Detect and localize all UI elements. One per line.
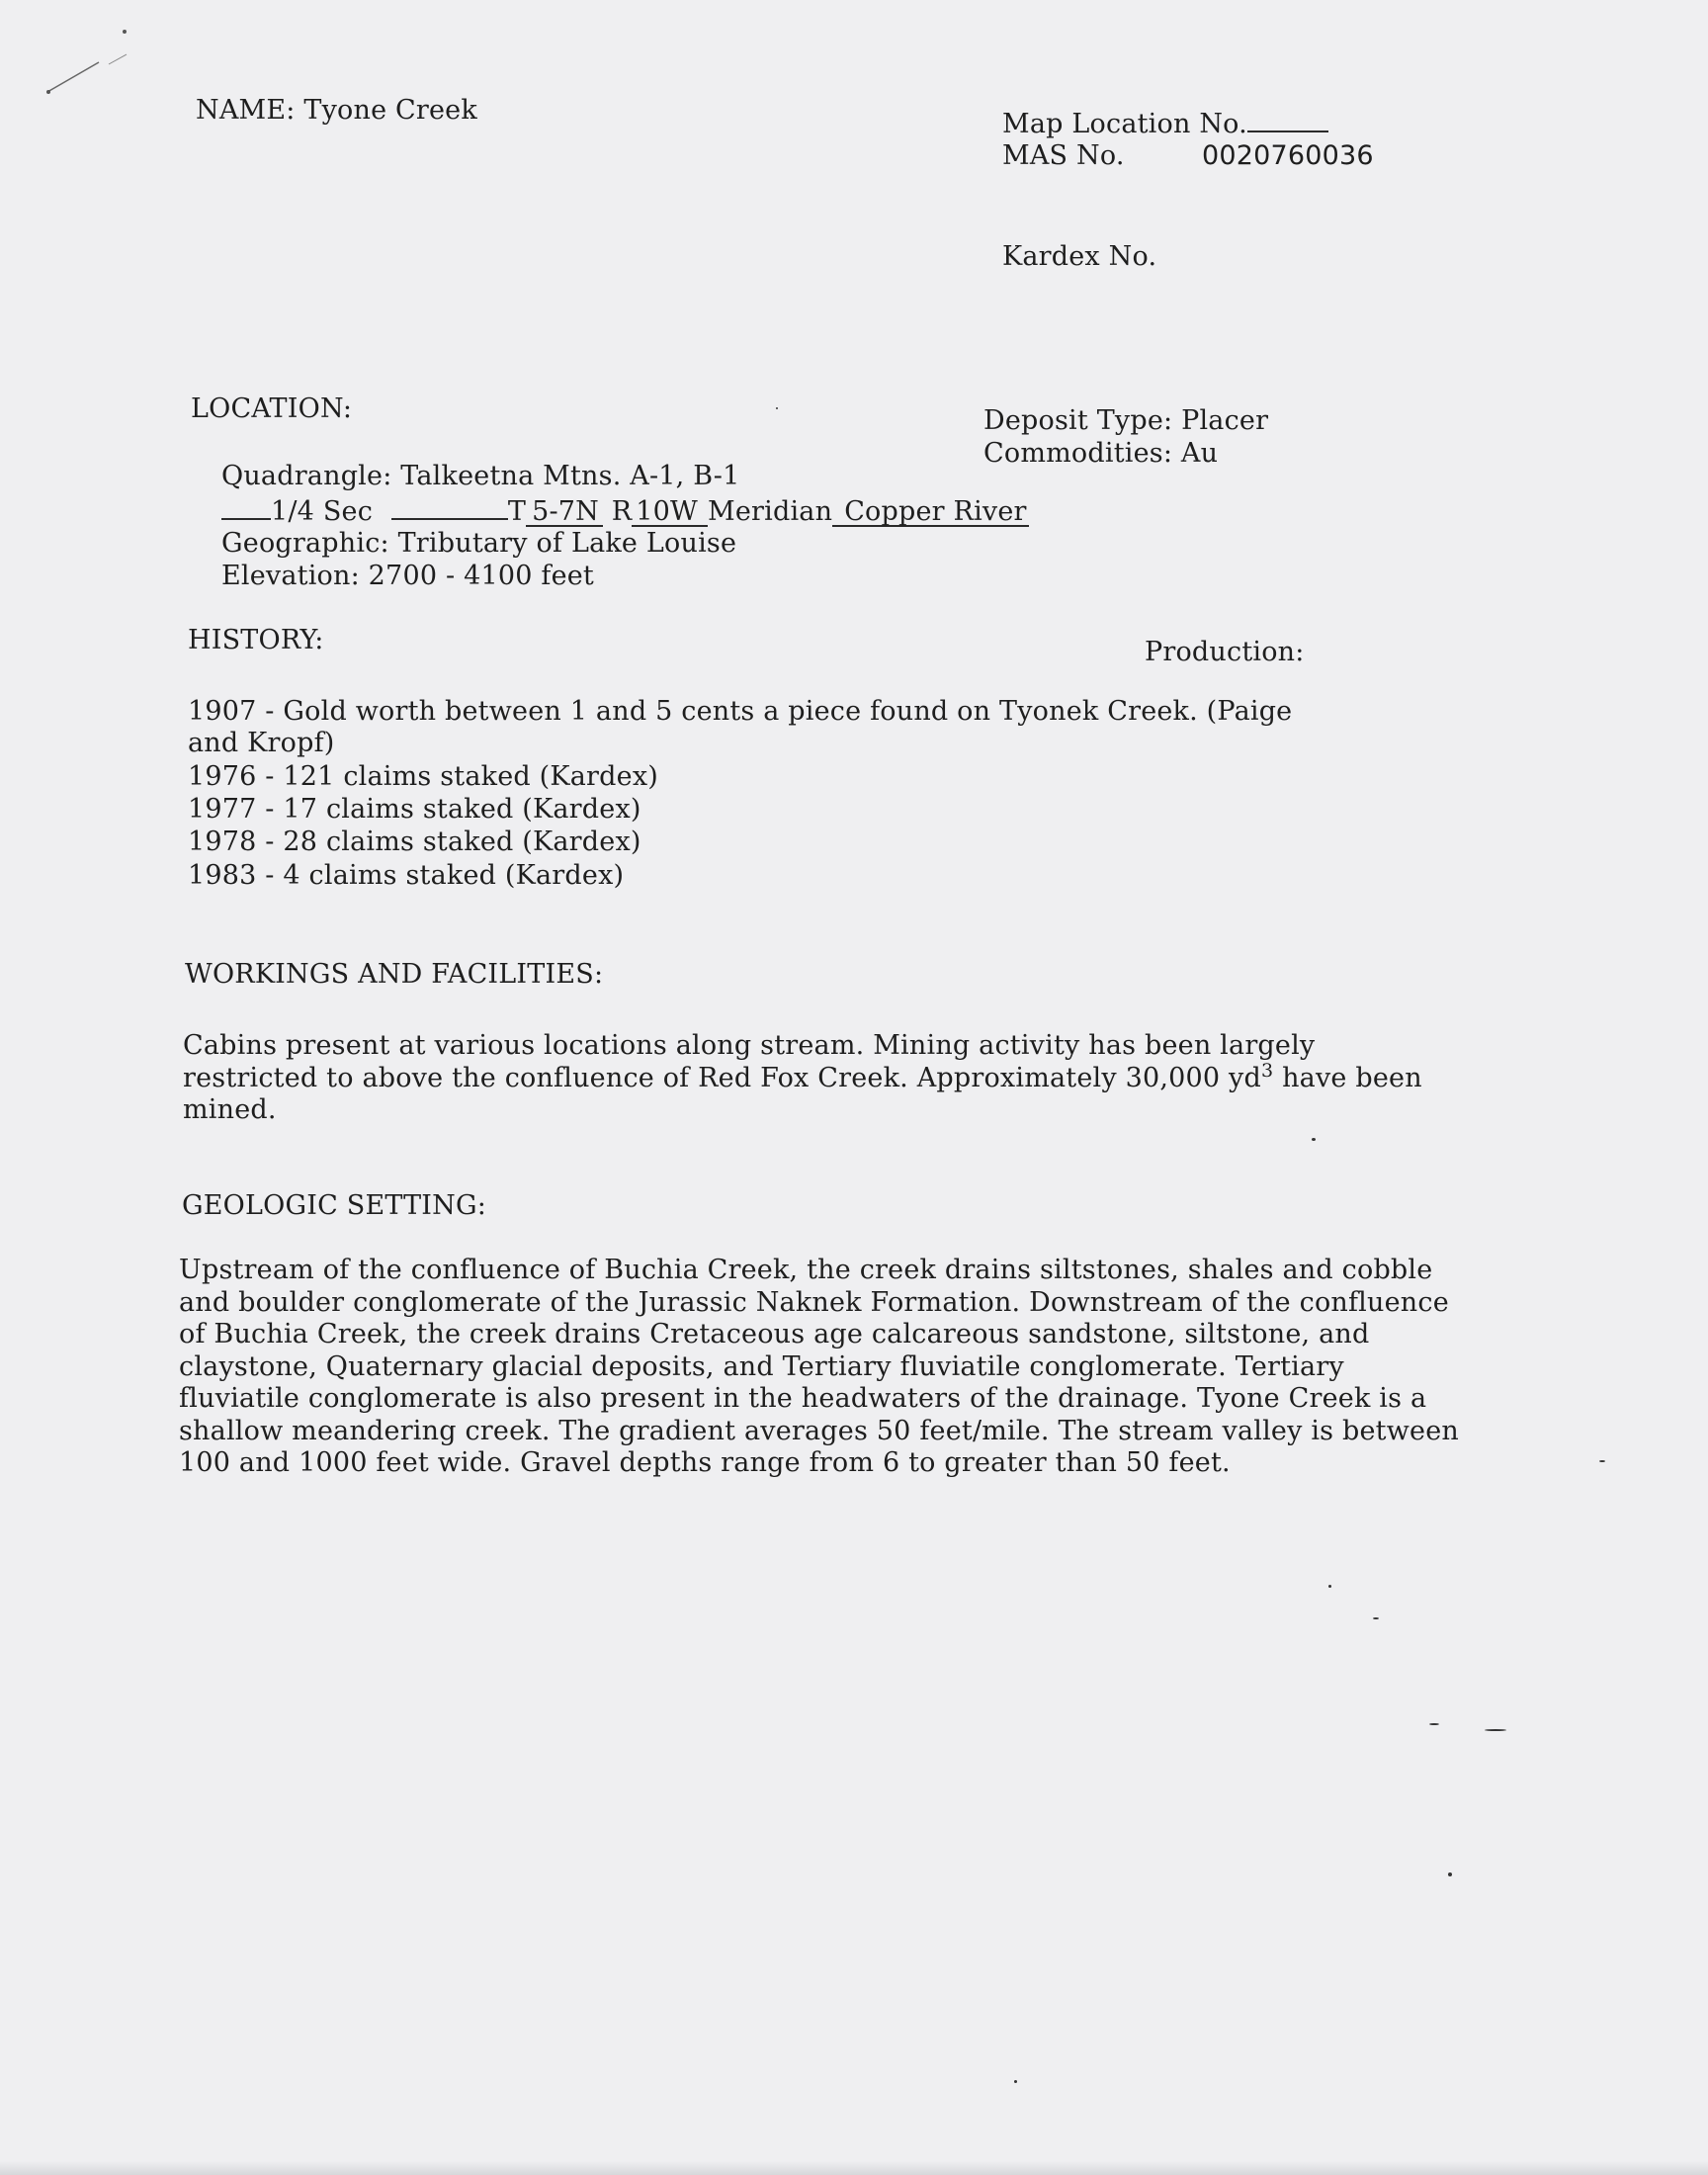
history-heading: HISTORY: bbox=[188, 625, 324, 655]
township-value: 5-7N bbox=[526, 499, 603, 527]
history-entry: 1976 - 121 claims staked (Kardex) bbox=[188, 761, 658, 792]
scan-speck bbox=[1599, 1460, 1605, 1462]
deposit-type: Deposit Type: Placer bbox=[983, 405, 1269, 436]
geographic-line: Geographic: Tributary of Lake Louise bbox=[221, 528, 737, 559]
quadrangle-line: Quadrangle: Talkeetna Mtns. A-1, B-1 bbox=[221, 461, 740, 491]
geologic-paragraph: Upstream of the confluence of Buchia Creek, the creek drains siltstones, shales and cobble and boulder conglomerate of the Jurassic Naknek Formation. Downstream of the confluence of Buchia Creek, the creek drains Cretaceous age calcareous sandstone, siltstone, and claystone, Quaternary glacial deposits, and Tertiary fluviatile conglomerate. Tertiary fluviatile conglomerate is also present in the headwaters of the drainage. Tyone Creek is a shallow meandering creek. The gradient averages 50 feet/mile. The stream valley is between 100 and 1000 feet wide. Gravel depths range from 6 to greater than 50 feet. bbox=[179, 1255, 1459, 1478]
scan-speck bbox=[1373, 1617, 1379, 1619]
history-entry: 1977 - 17 claims staked (Kardex) bbox=[188, 794, 641, 825]
cubic-superscript: 3 bbox=[1260, 1059, 1274, 1082]
geologic-heading: GEOLOGIC SETTING: bbox=[182, 1190, 487, 1221]
history-entry: 1983 - 4 claims staked (Kardex) bbox=[188, 860, 625, 891]
history-entry: 1978 - 28 claims staked (Kardex) bbox=[188, 826, 641, 857]
workings-text-end: have been mined. bbox=[183, 1062, 1422, 1125]
kardex-line: Kardex No. bbox=[1002, 241, 1157, 272]
production-label: Production: bbox=[1145, 637, 1305, 667]
scan-speck bbox=[1429, 1723, 1439, 1725]
elevation-line: Elevation: 2700 - 4100 feet bbox=[221, 561, 594, 591]
sec-blank bbox=[391, 494, 508, 520]
scan-speck bbox=[1485, 1729, 1506, 1731]
location-heading: LOCATION: bbox=[191, 393, 353, 424]
mas-value: 0020760036 bbox=[1202, 140, 1374, 171]
scan-speck bbox=[1312, 1138, 1316, 1141]
history-entry: and Kropf) bbox=[188, 728, 335, 758]
commodities: Commodities: Au bbox=[983, 438, 1219, 469]
map-location-line bbox=[1002, 107, 1328, 140]
map-location-blank bbox=[1247, 107, 1328, 132]
map-location-label: Map Location No. bbox=[1002, 109, 1247, 139]
township-label: T bbox=[507, 496, 527, 527]
section-line bbox=[221, 494, 1029, 528]
scan-speck bbox=[1448, 1872, 1452, 1876]
range-value: 10W bbox=[632, 499, 708, 527]
history-entry: 1907 - Gold worth between 1 and 5 cents a piece found on Tyonek Creek. (Paige bbox=[188, 696, 1293, 727]
mas-label: MAS No. bbox=[1002, 140, 1125, 171]
corner-pen-mark bbox=[40, 25, 138, 99]
quarter-sec-label: 1/4 Sec bbox=[271, 496, 374, 527]
workings-heading: WORKINGS AND FACILITIES: bbox=[185, 959, 604, 990]
scan-speck bbox=[1014, 2080, 1017, 2083]
meridian-label: Meridian bbox=[708, 496, 833, 527]
name-line: NAME: Tyone Creek bbox=[196, 95, 477, 126]
mas-line bbox=[1002, 140, 1374, 172]
quarter-blank bbox=[221, 494, 271, 520]
page-bottom-edge bbox=[0, 2161, 1708, 2175]
workings-text: Cabins present at various locations along stream. Mining activity has been largely restricted to above the confluence of Red Fox Creek. Approximately 30,000 yd bbox=[183, 1030, 1316, 1093]
scan-speck bbox=[776, 407, 778, 409]
workings-paragraph bbox=[183, 1030, 1438, 1127]
scan-speck bbox=[1328, 1585, 1331, 1588]
meridian-value: Copper River bbox=[832, 499, 1028, 527]
range-label: R bbox=[611, 496, 633, 527]
